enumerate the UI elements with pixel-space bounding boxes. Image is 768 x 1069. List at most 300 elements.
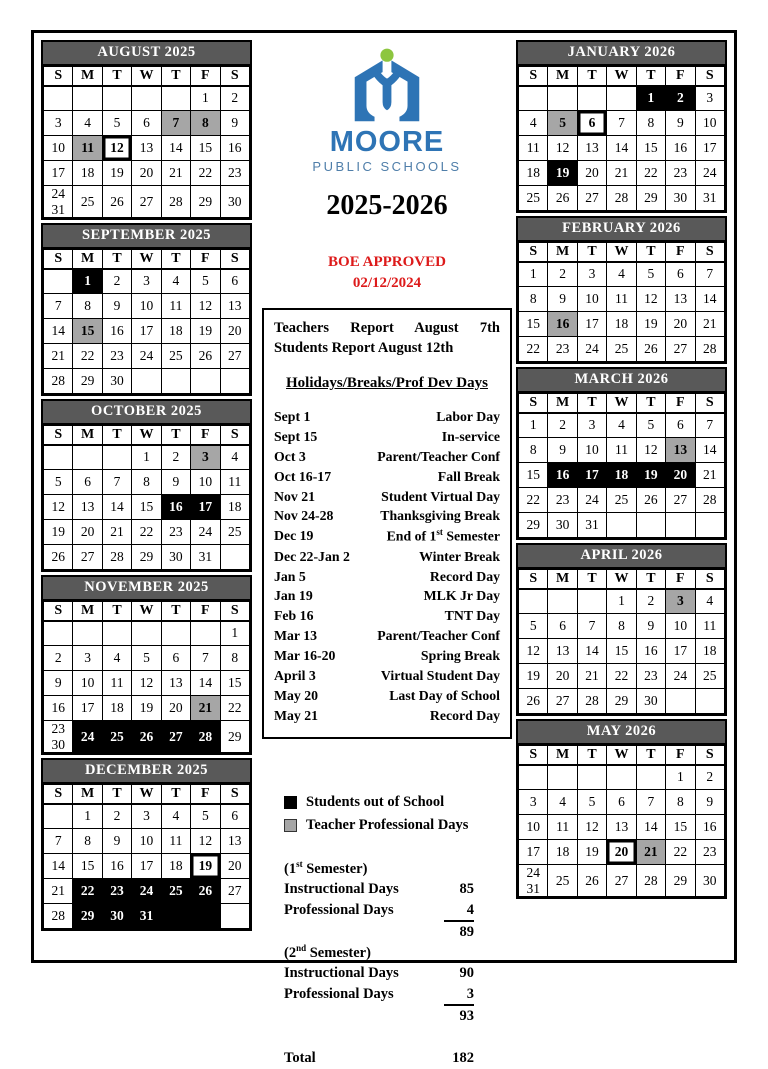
day-cell: 24 xyxy=(666,664,695,689)
weekday-header: T xyxy=(161,67,190,86)
day-cell: 19 xyxy=(102,161,131,186)
empty-cell xyxy=(220,369,249,394)
day-cell: 16 xyxy=(161,495,190,520)
day-cell: 19 xyxy=(132,696,161,721)
week-row xyxy=(519,186,725,211)
day-cell: 24 xyxy=(132,879,161,904)
empty-cell xyxy=(73,86,102,111)
day-cell: 27 xyxy=(220,879,249,904)
day-cell: 10 xyxy=(132,829,161,854)
semester-subtotal: 93 xyxy=(459,1008,474,1025)
day-cell: 3 xyxy=(73,646,102,671)
event-row xyxy=(274,547,500,567)
teachers-report-line: Teachers Report August 7th xyxy=(274,319,500,336)
day-cell: 12 xyxy=(636,287,665,312)
day-cell: 2 xyxy=(636,589,665,614)
month-november-2025 xyxy=(41,575,252,755)
weekday-header: S xyxy=(695,570,724,589)
day-cell: 3 xyxy=(666,589,695,614)
week-row xyxy=(44,495,250,520)
day-cell: 15 xyxy=(220,671,249,696)
empty-cell xyxy=(607,86,636,111)
event-date: Nov 24-28 xyxy=(274,508,334,524)
weekday-header: T xyxy=(102,250,131,269)
event-date: Oct 3 xyxy=(274,448,306,464)
semester-title: (2nd Semester) xyxy=(284,943,371,962)
week-row xyxy=(44,86,250,111)
weekday-header: M xyxy=(73,426,102,445)
weekday-header: M xyxy=(548,570,577,589)
day-cell: 3 xyxy=(132,269,161,294)
summary-row xyxy=(284,879,474,899)
day-cell: 1 xyxy=(73,269,102,294)
day-cell: 26 xyxy=(636,488,665,513)
day-cell: 30 xyxy=(666,186,695,211)
event-name: MLK Jr Day xyxy=(423,588,500,604)
weekday-header: S xyxy=(220,426,249,445)
week-row xyxy=(44,696,250,721)
day-cell: 11 xyxy=(695,614,724,639)
weekday-header: M xyxy=(73,67,102,86)
event-date: Jan 19 xyxy=(274,588,313,604)
weekday-header: W xyxy=(132,426,161,445)
empty-cell xyxy=(102,621,131,646)
day-cell: 3 xyxy=(695,86,724,111)
day-cell: 24 31 xyxy=(44,186,73,218)
logo-tagline: PUBLIC SCHOOLS xyxy=(312,159,462,175)
day-cell: 29 xyxy=(73,904,102,929)
weekday-header: T xyxy=(161,602,190,621)
day-cell: 17 xyxy=(191,495,220,520)
day-cell: 27 xyxy=(132,186,161,218)
event-name: In-service xyxy=(441,428,500,444)
weekday-header: S xyxy=(220,785,249,804)
day-cell: 25 xyxy=(695,664,724,689)
weekday-header: W xyxy=(607,394,636,413)
day-cell: 10 xyxy=(73,671,102,696)
day-cell: 30 xyxy=(695,865,724,897)
month-april-2026 xyxy=(516,543,727,716)
weekday-header: W xyxy=(607,67,636,86)
day-cell: 5 xyxy=(636,262,665,287)
weekday-header: T xyxy=(102,67,131,86)
week-row xyxy=(44,879,250,904)
day-cell: 9 xyxy=(548,438,577,463)
day-cell: 23 xyxy=(102,344,131,369)
week-row xyxy=(519,513,725,538)
empty-cell xyxy=(102,445,131,470)
weekday-header: S xyxy=(44,426,73,445)
day-cell: 28 xyxy=(102,545,131,570)
day-cell: 24 xyxy=(577,337,606,362)
day-cell: 10 xyxy=(577,438,606,463)
day-cell: 18 xyxy=(161,854,190,879)
day-cell: 23 xyxy=(695,840,724,865)
day-cell: 31 xyxy=(191,545,220,570)
event-row xyxy=(274,666,500,686)
day-cell: 31 xyxy=(577,513,606,538)
day-cell: 5 xyxy=(191,269,220,294)
event-date: Mar 13 xyxy=(274,628,318,644)
weekday-header: W xyxy=(607,570,636,589)
day-cell: 26 xyxy=(132,721,161,753)
event-row xyxy=(274,626,500,646)
day-cell: 10 xyxy=(132,294,161,319)
day-cell: 20 xyxy=(132,161,161,186)
day-cell: 9 xyxy=(220,111,249,136)
weekday-header: T xyxy=(577,570,606,589)
week-row xyxy=(519,463,725,488)
day-cell: 17 xyxy=(666,639,695,664)
weekday-header: S xyxy=(44,250,73,269)
black-swatch-icon xyxy=(284,796,297,809)
day-cell: 14 xyxy=(695,287,724,312)
week-row xyxy=(519,815,725,840)
weekday-header: T xyxy=(102,602,131,621)
event-date: Sept 15 xyxy=(274,428,318,444)
empty-cell xyxy=(548,86,577,111)
weekday-header: M xyxy=(548,67,577,86)
week-row xyxy=(44,520,250,545)
empty-cell xyxy=(44,804,73,829)
weekday-header: T xyxy=(102,426,131,445)
day-cell: 28 xyxy=(44,369,73,394)
total-value: 182 xyxy=(452,1050,474,1067)
day-cell: 19 xyxy=(191,319,220,344)
day-cell: 6 xyxy=(666,413,695,438)
day-cell: 9 xyxy=(161,470,190,495)
day-cell: 17 xyxy=(44,161,73,186)
week-row xyxy=(44,646,250,671)
day-cell: 1 xyxy=(73,804,102,829)
day-cell: 28 xyxy=(44,904,73,929)
weekday-header: S xyxy=(519,67,548,86)
day-cell: 18 xyxy=(607,463,636,488)
day-cell: 4 xyxy=(607,262,636,287)
day-cell: 7 xyxy=(636,790,665,815)
empty-cell xyxy=(132,621,161,646)
day-cell: 15 xyxy=(607,639,636,664)
weekday-header: F xyxy=(191,250,220,269)
day-cell: 27 xyxy=(666,488,695,513)
weekday-header: M xyxy=(548,394,577,413)
day-cell: 24 xyxy=(695,161,724,186)
empty-cell xyxy=(548,589,577,614)
day-cell: 8 xyxy=(636,111,665,136)
day-cell: 4 xyxy=(519,111,548,136)
summary-row xyxy=(284,984,474,1006)
day-cell: 25 xyxy=(73,186,102,218)
event-date: May 20 xyxy=(274,687,319,703)
day-cell: 27 xyxy=(161,721,190,753)
day-cell: 21 xyxy=(695,312,724,337)
month-march-2026 xyxy=(516,367,727,540)
day-cell: 22 xyxy=(636,161,665,186)
day-cell: 2 xyxy=(695,765,724,790)
event-row xyxy=(274,646,500,666)
day-cell: 8 xyxy=(519,438,548,463)
day-cell: 24 xyxy=(132,344,161,369)
empty-cell xyxy=(607,765,636,790)
day-cell: 21 xyxy=(161,161,190,186)
empty-cell xyxy=(44,445,73,470)
day-cell: 28 xyxy=(695,337,724,362)
day-cell: 28 xyxy=(191,721,220,753)
weekday-header: W xyxy=(607,243,636,262)
empty-cell xyxy=(695,513,724,538)
day-cell: 14 xyxy=(44,319,73,344)
empty-cell xyxy=(577,589,606,614)
day-cell: 24 xyxy=(73,721,102,753)
event-row xyxy=(274,706,500,726)
week-row xyxy=(519,136,725,161)
day-cell: 1 xyxy=(636,86,665,111)
summary-label: Instructional Days xyxy=(284,965,399,982)
day-cell: 1 xyxy=(666,765,695,790)
day-cell: 29 xyxy=(132,545,161,570)
day-cell: 31 xyxy=(132,904,161,929)
day-cell: 22 xyxy=(73,344,102,369)
day-cell: 13 xyxy=(220,829,249,854)
day-cell: 15 xyxy=(666,815,695,840)
day-cell: 19 xyxy=(191,854,220,879)
day-cell: 30 xyxy=(102,904,131,929)
day-cell: 6 xyxy=(607,790,636,815)
day-cell: 12 xyxy=(519,639,548,664)
day-cell: 12 xyxy=(191,829,220,854)
weekday-header: S xyxy=(220,67,249,86)
day-cell: 15 xyxy=(519,312,548,337)
day-cell: 2 xyxy=(666,86,695,111)
day-cell: 11 xyxy=(161,829,190,854)
event-name: Record Day xyxy=(429,707,500,723)
day-cell: 5 xyxy=(102,111,131,136)
day-cell: 23 xyxy=(666,161,695,186)
empty-cell xyxy=(519,589,548,614)
day-cell: 2 xyxy=(102,804,131,829)
day-cell: 2 xyxy=(44,646,73,671)
day-cell: 28 xyxy=(607,186,636,211)
day-cell: 29 xyxy=(220,721,249,753)
week-row xyxy=(519,664,725,689)
weekday-header: F xyxy=(666,67,695,86)
day-cell: 21 xyxy=(607,161,636,186)
event-name: Student Virtual Day xyxy=(381,488,500,504)
event-row xyxy=(274,487,500,507)
month-title: MAY 2026 xyxy=(518,721,725,745)
week-row xyxy=(44,545,250,570)
day-cell: 15 xyxy=(636,136,665,161)
weekday-header: W xyxy=(607,746,636,765)
day-cell: 11 xyxy=(607,438,636,463)
day-cell: 5 xyxy=(577,790,606,815)
empty-cell xyxy=(73,445,102,470)
day-cell: 12 xyxy=(577,815,606,840)
weekday-header: M xyxy=(73,250,102,269)
week-row xyxy=(519,413,725,438)
weekday-header: S xyxy=(519,570,548,589)
empty-cell xyxy=(132,369,161,394)
day-cell: 25 xyxy=(102,721,131,753)
day-cell: 27 xyxy=(220,344,249,369)
day-cell: 3 xyxy=(44,111,73,136)
event-date: Mar 16-20 xyxy=(274,647,336,663)
day-cell: 3 xyxy=(191,445,220,470)
event-name: TNT Day xyxy=(444,608,500,624)
day-cell: 21 xyxy=(191,696,220,721)
day-cell: 13 xyxy=(132,136,161,161)
event-date: April 3 xyxy=(274,667,316,683)
summary-value: 3 xyxy=(444,984,474,1006)
weekday-header: S xyxy=(519,243,548,262)
week-row xyxy=(519,337,725,362)
day-cell: 11 xyxy=(220,470,249,495)
weekday-header: W xyxy=(132,250,161,269)
day-cell: 8 xyxy=(73,829,102,854)
summary-label: Professional Days xyxy=(284,985,394,1002)
day-cell: 22 xyxy=(519,337,548,362)
day-cell: 6 xyxy=(132,111,161,136)
day-cell: 15 xyxy=(73,319,102,344)
event-name: Parent/Teacher Conf xyxy=(377,448,500,464)
day-cell: 22 xyxy=(607,664,636,689)
day-cell: 4 xyxy=(161,269,190,294)
day-cell: 8 xyxy=(607,614,636,639)
day-cell: 18 xyxy=(161,319,190,344)
summary-label: Instructional Days xyxy=(284,881,399,898)
month-title: OCTOBER 2025 xyxy=(43,401,250,425)
day-cell: 15 xyxy=(132,495,161,520)
day-cell: 30 xyxy=(548,513,577,538)
day-cell: 11 xyxy=(548,815,577,840)
day-cell: 17 xyxy=(132,319,161,344)
day-cell: 13 xyxy=(577,136,606,161)
week-row xyxy=(519,639,725,664)
legend-row xyxy=(284,814,512,836)
center-column xyxy=(262,43,512,1069)
day-cell: 7 xyxy=(44,829,73,854)
day-cell: 14 xyxy=(607,136,636,161)
day-cell: 13 xyxy=(607,815,636,840)
weekday-header: F xyxy=(666,746,695,765)
day-cell: 5 xyxy=(636,413,665,438)
day-cell: 13 xyxy=(666,287,695,312)
day-cell: 7 xyxy=(44,294,73,319)
weekday-header: T xyxy=(161,426,190,445)
day-cell: 30 xyxy=(102,369,131,394)
weekday-header: S xyxy=(695,67,724,86)
day-cell: 16 xyxy=(44,696,73,721)
day-cell: 20 xyxy=(607,840,636,865)
weekday-header: F xyxy=(191,602,220,621)
day-cell: 6 xyxy=(220,269,249,294)
week-row xyxy=(519,765,725,790)
weekday-header: F xyxy=(191,67,220,86)
day-cell: 21 xyxy=(102,520,131,545)
day-cell: 17 xyxy=(695,136,724,161)
month-december-2025 xyxy=(41,758,252,931)
day-cell: 17 xyxy=(73,696,102,721)
day-cell: 10 xyxy=(44,136,73,161)
empty-cell xyxy=(161,369,190,394)
moore-logo-icon xyxy=(343,47,431,125)
weekday-header: T xyxy=(636,746,665,765)
empty-cell xyxy=(636,765,665,790)
day-cell: 7 xyxy=(577,614,606,639)
day-cell: 25 xyxy=(607,488,636,513)
empty-cell xyxy=(695,689,724,714)
weekday-header: F xyxy=(666,243,695,262)
day-cell: 10 xyxy=(577,287,606,312)
day-cell: 16 xyxy=(695,815,724,840)
day-cell: 23 xyxy=(220,161,249,186)
empty-cell xyxy=(44,269,73,294)
event-name: Spring Break xyxy=(420,647,500,663)
day-cell: 26 xyxy=(636,337,665,362)
empty-cell xyxy=(220,904,249,929)
day-cell: 20 xyxy=(548,664,577,689)
event-date: Feb 16 xyxy=(274,608,314,624)
day-cell: 18 xyxy=(73,161,102,186)
day-cell: 26 xyxy=(548,186,577,211)
event-name: Labor Day xyxy=(436,409,500,425)
day-cell: 16 xyxy=(548,463,577,488)
day-cell: 23 xyxy=(548,337,577,362)
day-cell: 18 xyxy=(220,495,249,520)
summary-value: 90 xyxy=(459,965,474,982)
day-cell: 8 xyxy=(220,646,249,671)
day-cell: 7 xyxy=(161,111,190,136)
day-cell: 26 xyxy=(191,344,220,369)
day-cell: 24 xyxy=(577,488,606,513)
week-row xyxy=(44,111,250,136)
event-name: Fall Break xyxy=(437,468,500,484)
event-name: Record Day xyxy=(429,568,500,584)
week-row xyxy=(519,86,725,111)
weekday-header: F xyxy=(666,570,695,589)
day-cell: 16 xyxy=(102,854,131,879)
weekday-header: F xyxy=(191,785,220,804)
day-cell: 16 xyxy=(548,312,577,337)
summary-value: 4 xyxy=(444,900,474,922)
day-cell: 13 xyxy=(73,495,102,520)
holidays-title: Holidays/Breaks/Prof Dev Days xyxy=(286,375,488,392)
semester-title: (1st Semester) xyxy=(284,859,368,878)
day-cell: 4 xyxy=(161,804,190,829)
day-cell: 4 xyxy=(695,589,724,614)
empty-cell xyxy=(161,904,190,929)
weekday-header: T xyxy=(636,243,665,262)
logo-wordmark: MOORE xyxy=(329,126,445,158)
day-cell: 12 xyxy=(548,136,577,161)
day-cell: 10 xyxy=(191,470,220,495)
day-cell: 20 xyxy=(161,696,190,721)
day-cell: 5 xyxy=(548,111,577,136)
day-cell: 10 xyxy=(695,111,724,136)
legend-label: Students out of School xyxy=(306,794,445,811)
weekday-header: M xyxy=(73,602,102,621)
day-cell: 17 xyxy=(132,854,161,879)
semester-summary xyxy=(284,858,474,1068)
day-cell: 8 xyxy=(132,470,161,495)
week-row xyxy=(44,369,250,394)
day-cell: 14 xyxy=(44,854,73,879)
day-cell: 12 xyxy=(636,438,665,463)
week-row xyxy=(44,854,250,879)
event-row xyxy=(274,407,500,427)
empty-cell xyxy=(102,86,131,111)
weekday-header: S xyxy=(44,602,73,621)
